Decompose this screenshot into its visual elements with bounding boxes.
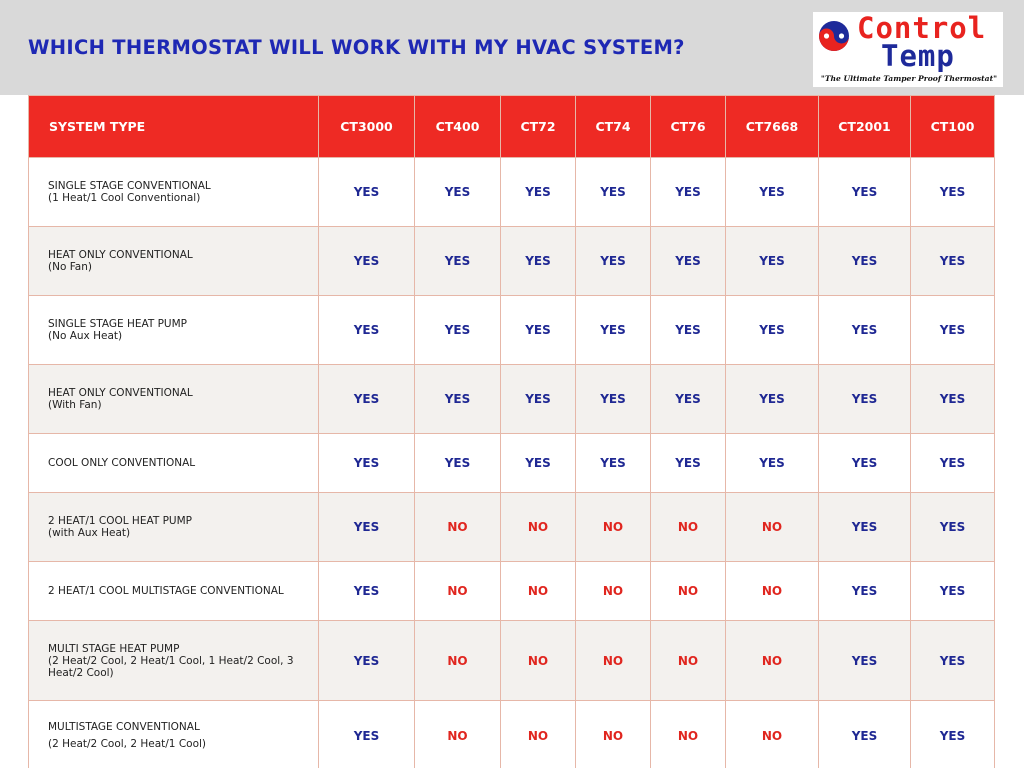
compatibility-value-ct74: NO: [576, 621, 651, 701]
compatibility-value-ct7668: YES: [726, 434, 819, 493]
compatibility-value-ct72: YES: [501, 434, 576, 493]
compatibility-value-ct7668: NO: [726, 493, 819, 562]
compatibility-value-ct76: NO: [651, 493, 726, 562]
compatibility-value-ct7668: NO: [726, 621, 819, 701]
table-row: [29, 158, 995, 227]
compatibility-value-ct2001: YES: [819, 434, 911, 493]
system-type-cell: [29, 493, 319, 562]
compatibility-value-ct72: YES: [501, 365, 576, 434]
compatibility-value-ct400: NO: [415, 621, 501, 701]
compatibility-value-ct3000: YES: [319, 562, 415, 621]
compatibility-value-ct74: NO: [576, 562, 651, 621]
compatibility-value-ct7668: YES: [726, 365, 819, 434]
compatibility-value-ct3000: YES: [319, 365, 415, 434]
compatibility-value-ct400: NO: [415, 562, 501, 621]
table-row: [29, 434, 995, 493]
compatibility-value-ct72: NO: [501, 701, 576, 768]
compatibility-value-ct100: YES: [911, 365, 995, 434]
compatibility-value-ct76: NO: [651, 701, 726, 768]
compatibility-value-ct76: YES: [651, 365, 726, 434]
table-row: [29, 493, 995, 562]
compatibility-value-ct7668: NO: [726, 562, 819, 621]
system-type-name: SINGLE STAGE CONVENTIONAL: [48, 180, 211, 192]
table-row: [29, 621, 995, 701]
header-banner: [0, 0, 1024, 95]
compatibility-value-ct400: NO: [415, 701, 501, 768]
system-type-cell: [29, 434, 319, 493]
column-header-ct400: CT400: [415, 96, 501, 158]
column-header-ct74: CT74: [576, 96, 651, 158]
system-type-name: 2 HEAT/1 COOL MULTISTAGE CONVENTIONAL: [48, 585, 284, 597]
compatibility-value-ct74: YES: [576, 434, 651, 493]
system-type-cell: [29, 296, 319, 365]
compatibility-value-ct2001: YES: [819, 701, 911, 768]
logo-tagline: "The Ultimate Tamper Proof Thermostat": [820, 74, 998, 83]
system-type-cell: [29, 227, 319, 296]
column-header-system-type: SYSTEM TYPE: [29, 96, 319, 158]
compatibility-value-ct100: YES: [911, 296, 995, 365]
compatibility-value-ct2001: YES: [819, 158, 911, 227]
compatibility-value-ct3000: YES: [319, 158, 415, 227]
compatibility-value-ct72: NO: [501, 493, 576, 562]
compatibility-value-ct72: YES: [501, 158, 576, 227]
compatibility-value-ct3000: YES: [319, 621, 415, 701]
table-row: [29, 562, 995, 621]
compatibility-value-ct100: YES: [911, 701, 995, 768]
compatibility-value-ct100: YES: [911, 434, 995, 493]
compatibility-value-ct100: YES: [911, 158, 995, 227]
compatibility-value-ct100: YES: [911, 621, 995, 701]
compatibility-value-ct74: YES: [576, 296, 651, 365]
system-type-cell: [29, 562, 319, 621]
compatibility-value-ct76: NO: [651, 621, 726, 701]
system-type-detail: (with Aux Heat): [48, 527, 131, 539]
system-type-cell: [29, 158, 319, 227]
system-type-detail: (No Aux Heat): [48, 330, 123, 342]
compatibility-value-ct76: NO: [651, 562, 726, 621]
compatibility-value-ct76: YES: [651, 296, 726, 365]
compatibility-value-ct100: YES: [911, 227, 995, 296]
system-type-detail: (2 Heat/2 Cool, 2 Heat/1 Cool, 1 Heat/2 Cool, 3 Heat/2 Cool): [48, 654, 294, 679]
system-type-cell: [29, 365, 319, 434]
column-header-ct100: CT100: [911, 96, 995, 158]
compatibility-value-ct76: YES: [651, 434, 726, 493]
system-type-name: MULTI STAGE HEAT PUMP: [48, 642, 180, 655]
compatibility-value-ct72: YES: [501, 227, 576, 296]
compatibility-value-ct74: YES: [576, 158, 651, 227]
yin-yang-icon: [813, 12, 857, 56]
compatibility-value-ct74: YES: [576, 365, 651, 434]
table-row: [29, 701, 995, 768]
compatibility-value-ct3000: YES: [319, 227, 415, 296]
system-type-cell: [29, 701, 319, 768]
system-type-cell: [29, 621, 319, 701]
compatibility-value-ct74: NO: [576, 493, 651, 562]
compatibility-value-ct400: YES: [415, 365, 501, 434]
system-type-name: 2 HEAT/1 COOL HEAT PUMP: [48, 515, 192, 527]
column-header-ct2001: CT2001: [819, 96, 911, 158]
compatibility-value-ct74: YES: [576, 227, 651, 296]
compatibility-value-ct100: YES: [911, 493, 995, 562]
table-body: [29, 158, 995, 768]
compatibility-value-ct72: NO: [501, 562, 576, 621]
system-type-name: MULTISTAGE CONVENTIONAL: [48, 721, 200, 733]
compatibility-value-ct7668: YES: [726, 158, 819, 227]
compatibility-value-ct2001: YES: [819, 227, 911, 296]
system-type-name: HEAT ONLY CONVENTIONAL: [48, 387, 193, 399]
compatibility-value-ct76: YES: [651, 158, 726, 227]
table-row: [29, 296, 995, 365]
page-title: WHICH THERMOSTAT WILL WORK WITH MY HVAC SYSTEM?: [28, 36, 685, 59]
compatibility-value-ct74: NO: [576, 701, 651, 768]
system-type-name: COOL ONLY CONVENTIONAL: [48, 457, 196, 469]
column-header-ct7668: CT7668: [726, 96, 819, 158]
compatibility-value-ct400: YES: [415, 158, 501, 227]
compatibility-value-ct400: NO: [415, 493, 501, 562]
compatibility-value-ct2001: YES: [819, 493, 911, 562]
system-type-detail: (1 Heat/1 Cool Conventional): [48, 192, 201, 204]
compatibility-value-ct400: YES: [415, 296, 501, 365]
compatibility-value-ct72: NO: [501, 621, 576, 701]
compatibility-value-ct2001: YES: [819, 562, 911, 621]
logo-word-control: Control: [857, 11, 987, 45]
column-header-ct72: CT72: [501, 96, 576, 158]
logo-word-temp: Temp: [881, 39, 955, 73]
compatibility-value-ct2001: YES: [819, 621, 911, 701]
compatibility-value-ct7668: NO: [726, 701, 819, 768]
compatibility-value-ct3000: YES: [319, 434, 415, 493]
compatibility-value-ct400: YES: [415, 434, 501, 493]
system-type-detail: (2 Heat/2 Cool, 2 Heat/1 Cool): [48, 738, 207, 750]
compatibility-value-ct3000: YES: [319, 493, 415, 562]
column-header-ct3000: CT3000: [319, 96, 415, 158]
control-temp-logo: [813, 12, 1003, 87]
compatibility-value-ct7668: YES: [726, 227, 819, 296]
system-type-detail: (With Fan): [48, 399, 102, 411]
compatibility-value-ct400: YES: [415, 227, 501, 296]
compatibility-value-ct2001: YES: [819, 296, 911, 365]
compatibility-value-ct2001: YES: [819, 365, 911, 434]
system-type-detail: (No Fan): [48, 261, 92, 273]
compatibility-value-ct76: YES: [651, 227, 726, 296]
table-row: [29, 365, 995, 434]
system-type-name: SINGLE STAGE HEAT PUMP: [48, 318, 188, 330]
compatibility-value-ct100: YES: [911, 562, 995, 621]
compatibility-value-ct3000: YES: [319, 701, 415, 768]
table-row: [29, 227, 995, 296]
compatibility-value-ct7668: YES: [726, 296, 819, 365]
column-header-ct76: CT76: [651, 96, 726, 158]
compatibility-value-ct3000: YES: [319, 296, 415, 365]
compatibility-table: [28, 95, 995, 768]
compatibility-value-ct72: YES: [501, 296, 576, 365]
table-header-row: [29, 96, 995, 158]
system-type-name: HEAT ONLY CONVENTIONAL: [48, 249, 193, 261]
